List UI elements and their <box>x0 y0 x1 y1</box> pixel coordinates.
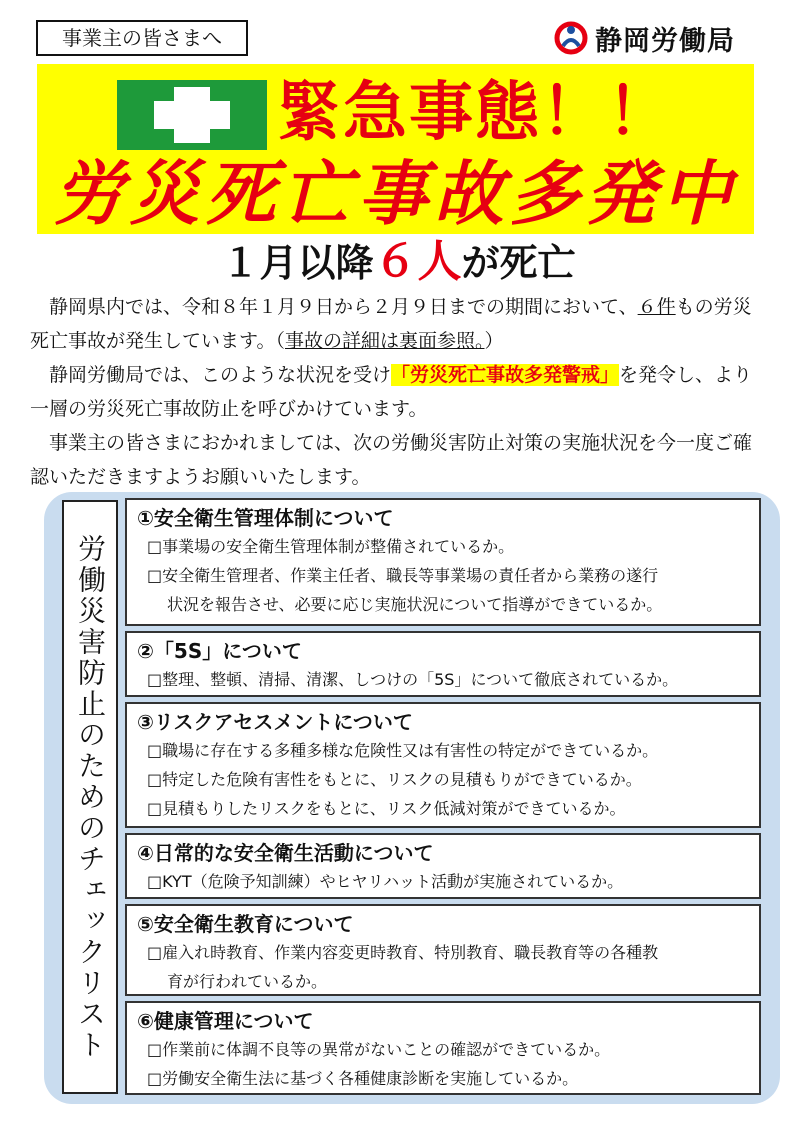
intro-paragraph-2 <box>30 358 770 426</box>
checklist-item: □事業場の安全衛生管理体制が整備されているか。 <box>147 537 515 556</box>
checklist-section-3 <box>125 702 761 828</box>
checklist-item: □安全衛生管理者、作業主任者、職長等事業場の責任者から業務の遂行 <box>147 566 659 585</box>
section-heading: ②「5S」について <box>137 639 302 663</box>
checklist-item-continued: 状況を報告させ、必要に応じ実施状況について指導ができているか。 <box>167 595 663 614</box>
checklist-item: □労働安全衛生法に基づく各種健康診断を実施しているか。 <box>147 1069 579 1088</box>
checklist-item-continued: 育が行われているか。 <box>167 972 328 991</box>
green-safety-cross-icon <box>117 80 267 150</box>
checklist-section-2 <box>125 631 761 697</box>
checklist-title: 労働災害防止のためのチェックリスト <box>62 500 118 1094</box>
emergency-title: 緊急事態！！ <box>277 75 673 150</box>
section-heading: ①安全衛生管理体制について <box>137 506 394 530</box>
checklist-item: □雇入れ時教育、作業内容変更時教育、特別教育、職長教育等の各種教 <box>147 943 659 962</box>
checklist-section-4 <box>125 833 761 899</box>
headline-suffix: が死亡 <box>461 241 576 285</box>
mhlw-logo-icon <box>553 20 589 56</box>
intro-p1-c: ） <box>484 330 504 352</box>
checklist-section-1 <box>125 498 761 626</box>
accident-count: ６件 <box>637 296 676 318</box>
accidents-title: 労災死亡事故多発中 <box>53 153 738 235</box>
agency-name: 静岡労働局 <box>595 25 735 57</box>
intro-paragraph-1 <box>30 290 770 358</box>
checklist-item: □整理、整頓、清掃、清潔、しつけの「5S」について徹底されているか。 <box>147 670 679 689</box>
checklist-item: □見積もりしたリスクをもとに、リスク低減対策ができているか。 <box>147 799 626 818</box>
intro-p2-a: 静岡労働局では、このような状況を受け <box>49 364 392 386</box>
emergency-banner <box>37 64 754 234</box>
section-heading: ⑤安全衛生教育について <box>137 912 354 936</box>
section-heading: ⑥健康管理について <box>137 1009 314 1033</box>
section-heading: ④日常的な安全衛生活動について <box>137 841 434 865</box>
intro-text <box>30 290 770 494</box>
checklist-item: □作業前に体調不良等の異常がないことの確認ができているか。 <box>147 1040 611 1059</box>
intro-p1-a: 静岡県内では、令和８年１月９日から２月９日までの期間において、 <box>49 296 638 318</box>
checklist-item: □職場に存在する多種多様な危険性又は有害性の特定ができているか。 <box>147 741 659 760</box>
addressee-label: 事業主の皆さまへ <box>36 20 248 56</box>
checklist-item: □特定した危険有害性をもとに、リスクの見積もりができているか。 <box>147 770 642 789</box>
intro-p2-b: を発令し、より一層の労災死亡事故防止を呼びかけています。 <box>30 364 753 420</box>
alert-label: 「労災死亡事故多発警戒」 <box>391 364 620 386</box>
details-reference: 事故の詳細は裏面参照。 <box>284 330 485 352</box>
intro-paragraph-3: 事業主の皆さまにおかれましては、次の労働災害防止対策の実施状況を今一度ご確認いただきますようお願いいたします。 <box>30 432 753 488</box>
section-heading: ③リスクアセスメントについて <box>137 710 413 734</box>
agency-header <box>553 18 735 58</box>
checklist-item: □KYT（危険予知訓練）やヒヤリハット活動が実施されているか。 <box>147 872 624 891</box>
headline-prefix: １月以降 <box>221 241 374 285</box>
death-count-headline <box>0 234 797 291</box>
checklist-section-5 <box>125 904 761 996</box>
checklist-section-6 <box>125 1001 761 1095</box>
headline-number: ６人 <box>373 236 462 287</box>
intro-p1-b: もの労災死亡事故が発生しています。（ <box>30 296 752 352</box>
